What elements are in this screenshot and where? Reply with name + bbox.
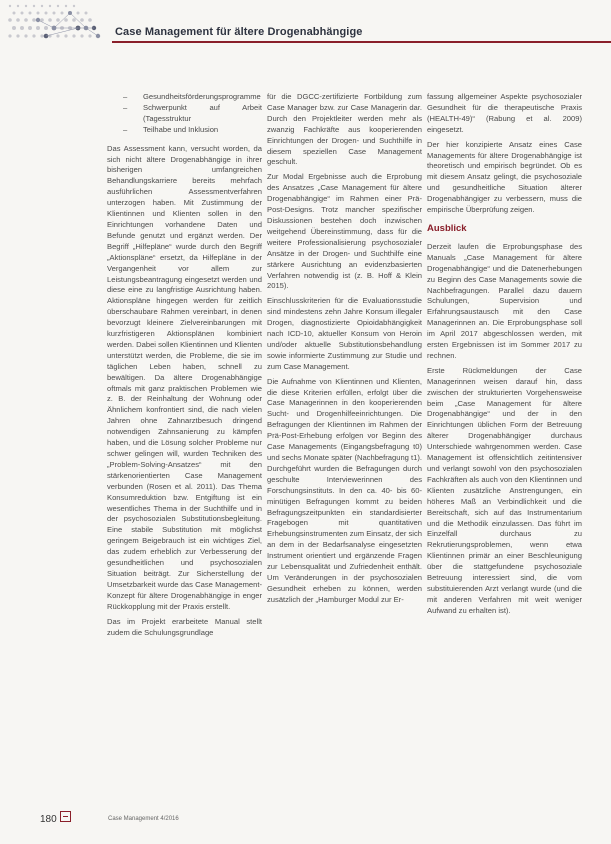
bullet-list bbox=[107, 92, 262, 136]
paragraph: Das Assessment kann, versucht worden, da sich nicht ältere Drogenabhängige in ihrer bisherigen umfangreichen Behandlungskarriere bereits mehrfach ausführlichen Assessmentverfahren unterzogen haben. Mit Zustimmung der Klientinnen und Klienten sollen in den Einrichtungen vorhandene Daten und Befunde genutzt und ergänzt werden. Der Begriff „Hilfepläne“ wurde durch den Begriff „Aktionspläne“ ersetzt, da Hilfepläne in der Vergangenheit vor allem zur Leistungsbeantragung eingesetzt werden und diese eine zu langfristige Ausrichtung haben. Aktionspläne hingegen werden für zeitlich überschaubare Rahmen vereinbart, in denen bevorzugt kleinere Zielvereinbarungen mit kurzfristigeren Aktionsplänen kombiniert werden. Dabei sollen Klientinnen und Klienten unterstützt werden, die Probleme, die sie im täglichen Leben haben, schnell zu bewältigen. Da ältere Drogenabhängige oftmals mit ganz praktischen Problemen wie z. B. der Reinhaltung der Wohnung oder Ähnlichem konfrontiert sind, die nach vielen Jahren ohne Zahnarztbesuch dringend notwendigen Zahnsanierung zu kämpfen haben, und die Lösung solcher Probleme nur schwer gelingen will, wurden Techniken des „Problem-Solving-Ansatzes“ mit den stärkenorientierten Case Management verbunden (Rosen et al. 2011). Das Thema Konsumreduktion bzw. Entgiftung ist ein wesentliches Thema in der Suchthilfe und in der psychosozialen Substitutionsbegleitung. Eine stabile Substitution mit möglichst geringem Beigebrauch ist ein wichtiges Ziel, das zudem erheblich zur Verbesserung der gesundheitlichen und psychosozialen Situation beiträgt. Zur Sicherstellung der Umsetzbarkeit wurde das Case Management-Konzept für ältere Drogenabhängige in enger Rückkopplung mit der Praxis erstellt. bbox=[107, 143, 262, 611]
paragraph: Erste Rückmeldungen der Case Managerinnen weisen darauf hin, dass zwischen der strukturierten Vorgehensweise beim „Case Management für ältere Drogenabhängige“ und der in den Einrichtungen üblichen Form der Betreuung älterer Drogenabhängiger durchaus Unterschiede wahrgenommen werden. Case Management ist offensichtlich zeitintensiver und verlangt sowohl von den psychosozialen Fachkräften als auch von den Klientinnen und Klienten zusätzliche Anstrengungen, ein höheres Maß an Verbindlichkeit und die Bereitschaft, sich auf das Instrumentarium und die Methodik einzulassen. Das führt im Einzelfall durchaus zu Rekrutierungsproblemen, wenn etwa Klientinnen primär an einer Beschleunigung über die stattgefundene psychosoziale Betreuung interessiert sind, die vom substituierenden Arzt verlangt wurde (und die mit anderen Verfahren mit weit weniger Aufwand zu erhalten ist). bbox=[427, 365, 582, 615]
section-heading-ausblick: Ausblick bbox=[427, 222, 467, 234]
page-number: 180 bbox=[40, 814, 57, 825]
decorative-dots-graphic bbox=[0, 0, 130, 48]
bullet-item: – Gesundheitsförderungsprogramme bbox=[107, 92, 262, 103]
bullet-item: – Teilhabe und Inklusion bbox=[107, 125, 262, 136]
text-column-2 bbox=[267, 92, 422, 610]
paragraph: Das im Projekt erarbeitete Manual stellt zudem die Schulungsgrundlage bbox=[107, 616, 262, 637]
text-column-1 bbox=[107, 92, 262, 642]
paragraph: fassung allgemeiner Aspekte psychosozialer Gesundheit für die therapeutische Praxis (HEALTH-49)“ (Rabung et al. 2009) eingesetzt. bbox=[427, 92, 582, 134]
text-column-3 bbox=[427, 92, 582, 621]
bullet-item: – Schwerpunkt auf Arbeit (Tagesstruktur bbox=[107, 103, 262, 125]
journal-logo-icon bbox=[60, 811, 71, 822]
page-header bbox=[0, 0, 611, 48]
paragraph: Einschlusskriterien für die Evaluationsstudie sind mindestens zehn Jahre Konsum illegaler Drogen, diagnostizierte Opioidabhängigkeit nach ICD-10, aktueller Konsum von Heroin und/oder aktuelle Substitutionsbehandlung sowie informierte Zustimmung zur Studie und zum Case Management. bbox=[267, 296, 422, 371]
running-title: Case Management für ältere Drogenabhängige bbox=[115, 26, 363, 38]
page-footer bbox=[0, 808, 611, 844]
paragraph: für die DGCC-zertifizierte Fortbildung zum Case Manager bzw. zur Case Managerin dar. Durch den Projektleiter werden mehr als zwanzig Fachkräfte aus kooperierenden Einrichtungen der Drogen- und Suchthilfe in diesem speziellen Case Management geschult. bbox=[267, 92, 422, 167]
paragraph: Zur Modal Ergebnisse auch die Erprobung des Ansatzes „Case Management für ältere Drogenabhängige“ im Rahmen einer Prä-Post-Designs. Trotz mancher spezifischer Diskussionen bestehen doch inzwischen weitgehend Übereinstimmung, dass für die weitere Professionalisierung psychosozialer Ansätze in der Drogen- und Suchthilfe eine stärkere Ausrichtung an evidenzbasierten Verfahren notwendig ist (z. B. Hoff & Klein 2015). bbox=[267, 172, 422, 291]
journal-name: Case Management 4/2016 bbox=[108, 816, 179, 822]
paragraph: Die Aufnahme von Klientinnen und Klienten, die diese Kriterien erfüllen, erfolgt über die Case Managerinnen in den kooperierenden Sucht- und Drogenhilfeeinrichtungen. Die Befragungen der Klientinnen im Rahmen der Prä-Post-Erhebung erfolgen vor Beginn des Case Managements (Eingangsbefragung t0) und sechs Monate später (Nachbefragung t1). Durchgeführt wurden die Befragungen durch geschulte Interviewerinnen des Forschungsinstituts. In den ca. 40- bis 60-minütigen Befragungen kommt zu beiden Befragungszeitpunkten ein standardisierter Fragebogen mit quantitativen Erhebungsinstrumenten zum Einsatz, der sich an dem in der Bedarfsanalyse eingesetzten Instrument orientiert und ergänzende Fragen zur Lebensqualität und Zufriedenheit enthält. Um Veränderungen in der psychosozialen Gesundheit erheben zu können, werden zusätzlich der „Hamburger Modul zur Er- bbox=[267, 376, 422, 604]
header-rule bbox=[112, 41, 611, 43]
paragraph: Der hier konzipierte Ansatz eines Case Managements für ältere Drogenabhängige ist theoretisch und empirisch begründet. Ob es mit diesem Ansatz gelingt, die psychosoziale und gesundheitliche Situation älterer Drogenabhängiger zu verbessern, muss die empirische Überprüfung zeigen. bbox=[427, 139, 582, 215]
paragraph: Derzeit laufen die Erprobungsphase des Manuals „Case Management für ältere Drogenabhängige“ und die Datenerhebungen zu Beginn des Case Managements sowie die Nachbefragungen. Parallel dazu dauern Schulungen, Supervision und Erfahrungsaustausch mit den Case Managerinnen an. Die Erprobungsphase soll im April 2017 abgeschlossen werden, mit ersten Ergebnissen ist im Sommer 2017 zu rechnen. bbox=[427, 241, 582, 360]
